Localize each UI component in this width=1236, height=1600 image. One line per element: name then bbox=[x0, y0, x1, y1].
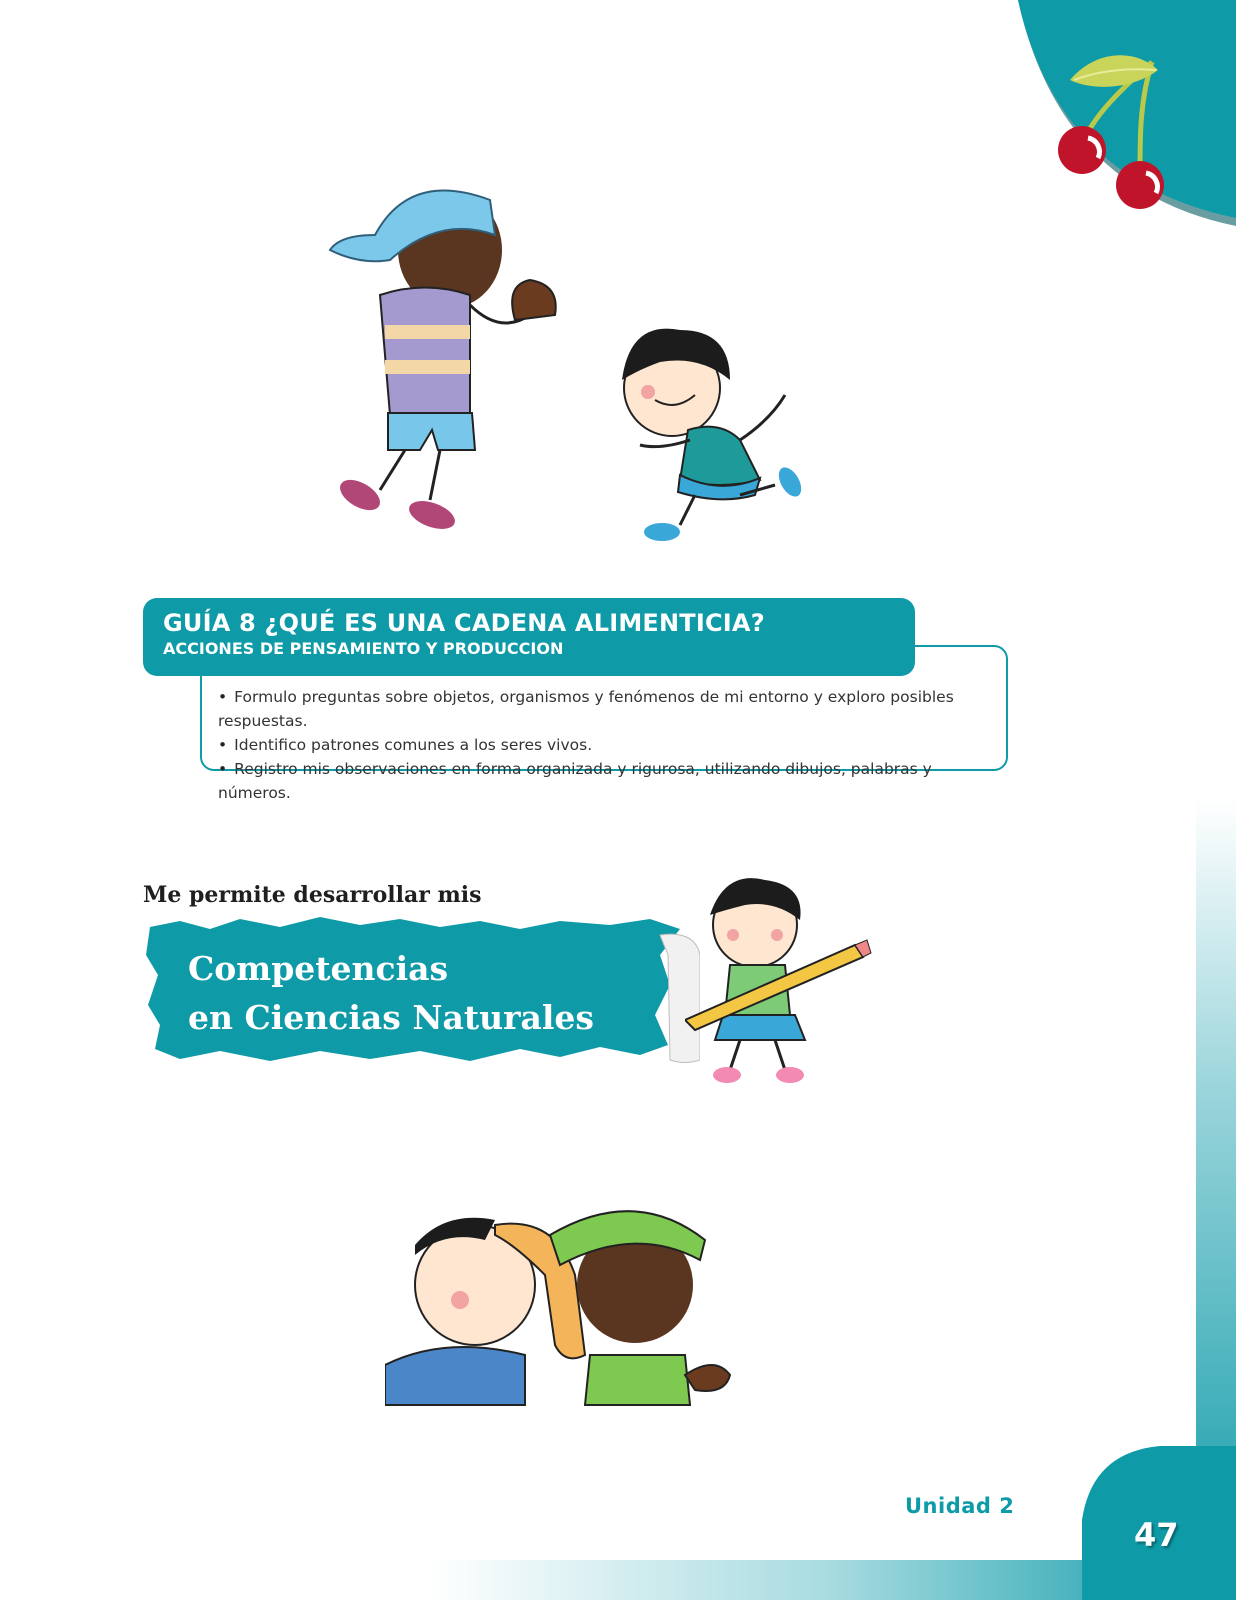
guide-list-item: • Registro mis observaciones en forma organizada y rigurosa, utilizando dibujos, palabras y números. bbox=[218, 757, 998, 805]
competencias-intro: Me permite desarrollar mis bbox=[143, 882, 482, 908]
competencias-title-line2: en Ciencias Naturales bbox=[188, 998, 595, 1037]
competencias-title-line1: Competencias bbox=[188, 949, 449, 988]
cherry-icon bbox=[1040, 40, 1190, 220]
girl-running-illustration bbox=[600, 300, 830, 550]
boy-with-cap-illustration bbox=[320, 165, 570, 545]
page-number: 47 bbox=[1134, 1516, 1179, 1554]
guide-header bbox=[143, 598, 915, 676]
guide-list bbox=[218, 685, 998, 805]
competencias-title bbox=[188, 944, 594, 1042]
guide-title: GUÍA 8 ¿QUÉ ES UNA CADENA ALIMENTICIA? bbox=[163, 609, 765, 637]
unit-label: Unidad 2 bbox=[905, 1494, 1015, 1518]
guide-list-item: • Formulo preguntas sobre objetos, organismos y fenómenos de mi entorno y exploro posibles respuestas. bbox=[218, 685, 998, 733]
girl-with-pencil-illustration bbox=[685, 865, 875, 1085]
guide-subtitle: ACCIONES DE PENSAMIENTO Y PRODUCCION bbox=[163, 639, 564, 658]
guide-list-item: • Identifico patrones comunes a los seres vivos. bbox=[218, 733, 998, 757]
two-children-thinking-illustration bbox=[385, 1205, 765, 1420]
